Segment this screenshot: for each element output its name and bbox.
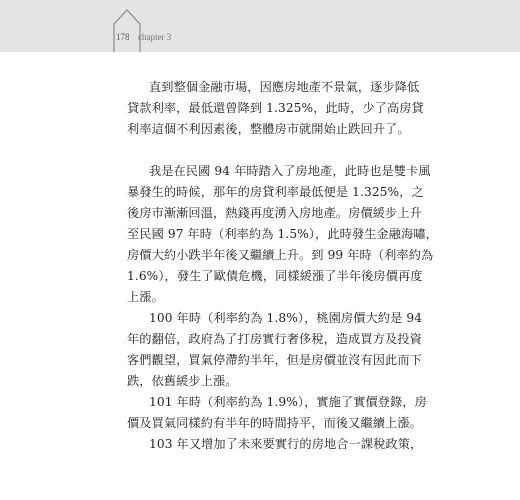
text-line: 上漲。	[127, 290, 164, 304]
text-line: 跌，依舊緩步上漲。	[127, 374, 238, 388]
text-line: 後房市漸漸回溫，熱錢再度湧入房地產。房價緩步上升	[127, 206, 422, 220]
text-line: 至民國 97 年時（利率約為 1.5%），此時發生金融海嘯，	[127, 227, 438, 241]
text-line: 暴發生的時候，那年的房貸利率最低便是 1.325%，之	[127, 185, 424, 199]
text-line: 利率這個不利因素後，整體房市就開始止跌回升了。	[127, 122, 410, 136]
text-line: 101 年時（利率約為 1.9%），實施了實價登錄，房	[149, 395, 427, 409]
text-line: 房價大約小跌半年後又繼續上升。到 99 年時（利率約為	[127, 248, 434, 262]
text-line: 1.6%），發生了歐債危機，同樣緩漲了半年後房價再度	[127, 269, 423, 283]
text-line: 貸款利率，最低還曾降到 1.325%，此時，少了高房貸	[127, 101, 424, 115]
text-line: 100 年時（利率約為 1.8%），桃園房價大約是 94	[149, 311, 423, 325]
house-outline-icon	[110, 8, 144, 52]
page-number: 178	[116, 32, 130, 42]
text-line: 103 年又增加了未來要實行的房地合一課稅政策，	[149, 437, 423, 451]
text-line: 價及買氣同樣約有半年的時間持平，而後又繼續上漲。	[127, 416, 422, 430]
text-line: 客們觀望，買氣停滯約半年，但是房價並沒有因此而下	[127, 353, 422, 367]
text-line: 我是在民國 94 年時踏入了房地產，此時也是雙卡風	[149, 164, 431, 178]
chapter-label: chapter 3	[138, 32, 172, 42]
page-header	[0, 0, 520, 52]
text-line: 年的翻倍，政府為了打房實行奢侈稅，造成買方及投資	[127, 332, 422, 346]
text-line: 直到整個金融市場，因應房地產不景氣，逐步降低	[149, 80, 420, 94]
